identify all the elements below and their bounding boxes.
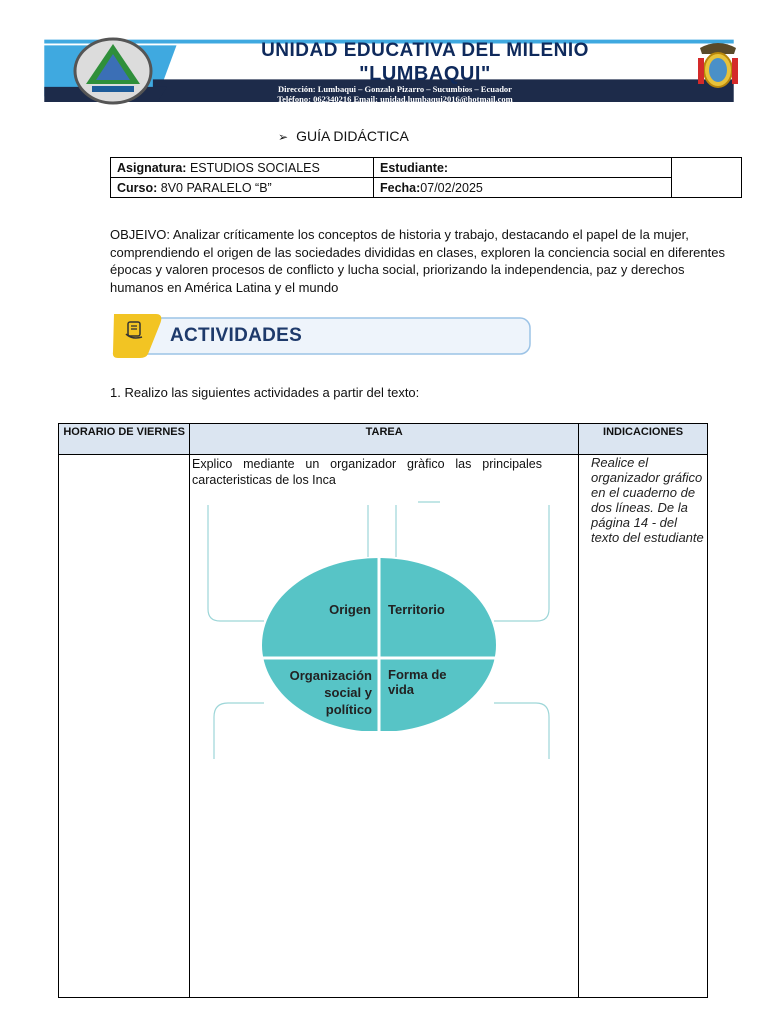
- activities-label: ACTIVIDADES: [170, 325, 303, 346]
- coat-of-arms-logo: [694, 40, 742, 92]
- student-label: Estudiante:: [380, 160, 449, 175]
- arrowhead-bullet-icon: ➢: [278, 130, 289, 144]
- course-label: Curso:: [117, 180, 158, 195]
- school-logo: [72, 36, 154, 106]
- course-cell: [111, 178, 374, 198]
- empty-cell: [672, 158, 742, 198]
- organizer-diagram: [204, 497, 554, 762]
- address-line: Dirección: Lumbaqui – Gonzalo Pizarro – Sucumbíos – Ecuador: [278, 84, 512, 94]
- subject-value: ESTUDIOS SOCIALES: [189, 160, 320, 175]
- connector-top-left: [208, 505, 264, 621]
- guide-title: [278, 128, 409, 144]
- quadrant-way-of-life-line2: vida: [388, 682, 415, 697]
- info-table: [110, 157, 742, 198]
- col-header-indications: INDICACIONES: [579, 424, 708, 455]
- col-header-task: TAREA: [190, 424, 579, 455]
- document-hand-icon: [124, 320, 146, 342]
- course-value: 8V0 PARALELO “B”: [160, 180, 272, 195]
- quadrant-organization-line3: político: [325, 702, 372, 717]
- activities-banner: [110, 312, 534, 360]
- graphic-organizer: [204, 497, 554, 762]
- subject-label: Asignatura:: [117, 160, 187, 175]
- objective-paragraph: OBJEIVO: Analizar críticamente los conceptos de historia y trabajo, destacando el papel de la mujer, comprendiendo el origen de las sociedades divididas en clases, exploren la conciencia social en diferentes épocas y valoren procesos de conflicto y lucha social, priorizando la independencia, paz y derechos humanos en América Latina y el mundo: [110, 227, 725, 295]
- quadrant-way-of-life: [388, 667, 447, 697]
- instruction-text: 1. Realizo las siguientes actividades a partir del texto:: [110, 385, 420, 400]
- school-name: UNIDAD EDUCATIVA DEL MILENIO: [261, 40, 589, 61]
- schedule-cell: [59, 455, 190, 998]
- guide-title-text: GUÍA DIDÁCTICA: [296, 128, 409, 144]
- school-name-sub: "LUMBAQUI": [359, 63, 491, 85]
- quadrant-territory: Territorio: [388, 602, 445, 617]
- date-label: Fecha:: [380, 180, 421, 195]
- quadrant-organization-line2: social y: [324, 685, 372, 700]
- date-cell: [374, 178, 672, 198]
- quadrant-origin: Origen: [329, 602, 371, 617]
- quadrant-organization: [266, 667, 372, 718]
- task-text: Explico mediante un organizador gràfico las principales caracteristicas de los Inca: [192, 457, 542, 487]
- col-header-schedule: HORARIO DE VIERNES: [59, 424, 190, 455]
- quadrant-way-of-life-line1: Forma de: [388, 667, 447, 682]
- student-cell: [374, 158, 672, 178]
- contact-line: Teléfono: 062340216 Email: unidad.lumbaqui2016@hotmail.com: [277, 94, 513, 104]
- indications-text: Realice el organizador gráfico en el cuaderno de dos líneas. De la página 14 - del texto del estudiante: [591, 455, 704, 545]
- quadrant-organization-line1: Organización: [289, 668, 372, 683]
- ellipse-group: [244, 555, 524, 762]
- subject-cell: [111, 158, 374, 178]
- connector-top-right: [494, 505, 549, 621]
- date-value: 07/02/2025: [420, 180, 483, 195]
